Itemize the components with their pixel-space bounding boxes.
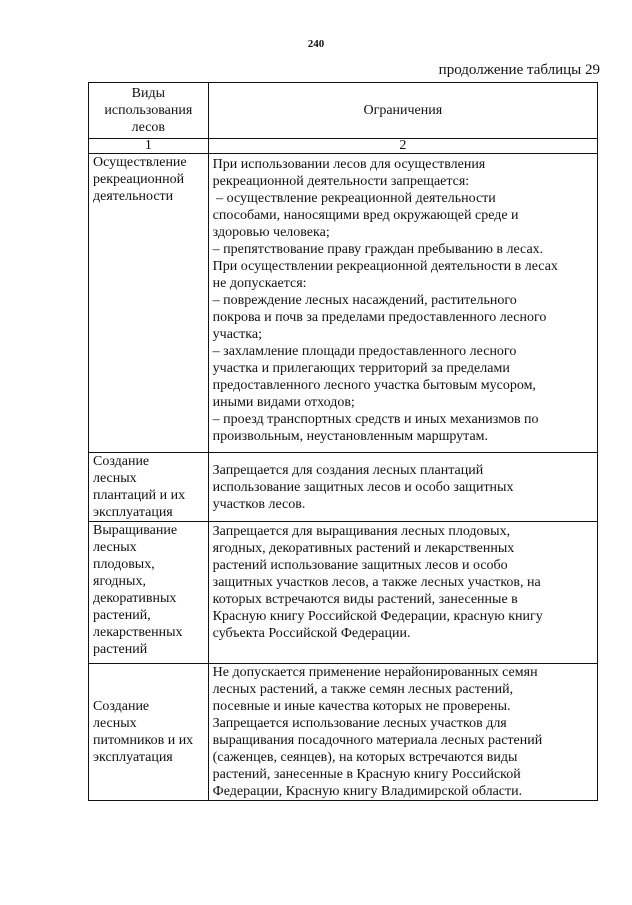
restriction-line: Запрещается для создания лесных плантаций — [212, 462, 484, 478]
restriction-line: участка; — [212, 327, 262, 342]
restriction-cell — [208, 522, 597, 664]
restriction-line: Запрещается использование лесных участков для — [212, 716, 507, 731]
restriction-line: которых встречаются виды растений, занесенные в — [212, 592, 518, 607]
forest-use-type-cell — [89, 453, 209, 522]
restriction-line: Запрещается для выращивания лесных плодовых, — [212, 524, 511, 539]
restriction-line: предоставленного лесного участка бытовым мусором, — [212, 378, 536, 393]
restriction-line: покрова и почв за пределами предоставленного лесного — [212, 310, 547, 325]
forest-use-type-line: Создание — [93, 699, 150, 714]
forest-use-type-line: Создание — [93, 454, 150, 469]
header-line: использования — [104, 103, 193, 118]
forest-use-type-line: Осуществление — [93, 155, 187, 170]
forest-use-type-line: лекарственных — [93, 625, 183, 640]
restriction-cell — [208, 453, 597, 522]
forest-use-type-line: плантаций и их — [93, 488, 186, 503]
header-forest-use-types — [89, 83, 209, 139]
column-number: 1 — [89, 139, 209, 154]
restriction-line: (саженцев, сеянцев), на которых встречаются виды — [212, 750, 518, 765]
restriction-line: Красную книгу Российской Федерации, красную книгу — [212, 609, 543, 624]
restriction-line: здоровью человека; — [212, 225, 330, 240]
restriction-line: Не допускается применение нерайонированных семян — [212, 665, 538, 680]
restriction-line: рекреационной деятельности запрещается: — [212, 174, 470, 189]
restriction-line: – повреждение лесных насаждений, растительного — [212, 293, 517, 308]
restriction-line: способами, наносящими вред окружающей среде и — [212, 208, 519, 223]
restriction-line: – захламление площади предоставленного лесного — [212, 344, 517, 359]
column-number-row — [89, 139, 598, 154]
restriction-line: выращивания посадочного материала лесных растений — [212, 733, 543, 748]
restriction-line: защитных участков лесов, а также лесных участков, на — [212, 575, 541, 590]
restriction-line: растений использование защитных лесов и особо — [212, 558, 508, 573]
forest-use-type-line: растений, — [93, 608, 151, 623]
forest-use-type-line: рекреационной — [93, 172, 185, 187]
forest-use-type-line: плодовых, — [93, 557, 155, 572]
forest-use-type-line: эксплуатация — [93, 505, 173, 520]
restrictions-table — [88, 82, 598, 801]
forest-use-type-cell — [89, 664, 209, 801]
table-row — [89, 664, 598, 801]
forest-use-type-line: декоративных — [93, 591, 177, 606]
forest-use-type-line: лесных — [93, 471, 137, 486]
restriction-cell — [208, 664, 597, 801]
header-restrictions: Ограничения — [208, 83, 597, 139]
forest-use-type-line: растений — [93, 642, 148, 657]
header-line: лесов — [131, 120, 166, 135]
table-row — [89, 154, 598, 453]
restriction-line: растений, занесенные в Красную книгу Российской — [212, 767, 521, 782]
forest-use-type-cell — [89, 522, 209, 664]
forest-use-type-line: Выращивание — [93, 523, 178, 538]
restriction-line: ягодных, декоративных растений и лекарственных — [212, 541, 515, 556]
forest-use-type-line: лесных — [93, 540, 137, 555]
table-continuation-label: продолжение таблицы 29 — [438, 62, 600, 78]
forest-use-type-cell — [89, 154, 209, 453]
forest-use-type-line: питомников и их — [93, 733, 194, 748]
page-number: 240 — [307, 38, 325, 50]
table-row — [89, 453, 598, 522]
restriction-line: участка и прилегающих территорий за пределами — [212, 361, 510, 376]
restriction-line: произвольным, неустановленным маршрутам. — [212, 429, 489, 444]
restriction-line: – проезд транспортных средств и иных механизмов по — [212, 412, 539, 427]
restriction-line: лесных растений, а также семян лесных растений, — [212, 682, 514, 697]
header-line: Виды — [131, 86, 166, 101]
restriction-line: не допускается: — [212, 276, 307, 291]
restriction-line: иными видами отходов; — [212, 395, 355, 410]
restriction-line: При осуществлении рекреационной деятельности в лесах — [212, 259, 558, 274]
restriction-line: При использовании лесов для осуществления — [212, 157, 486, 172]
restriction-line: субъекта Российской Федерации. — [212, 626, 411, 641]
restriction-line: – препятствование праву граждан пребыванию в лесах. — [212, 242, 544, 257]
forest-use-type-line: эксплуатация — [93, 750, 173, 765]
restriction-cell — [208, 154, 597, 453]
column-number: 2 — [208, 139, 597, 154]
restriction-line: – осуществление рекреационной деятельности — [212, 191, 496, 206]
forest-use-type-line: ягодных, — [93, 574, 146, 589]
restriction-line: Федерации, Красную книгу Владимирской области. — [212, 784, 523, 799]
restriction-line: участков лесов. — [212, 496, 306, 512]
restriction-line: посевные и иные качества которых не проверены. — [212, 699, 511, 714]
table-row — [89, 522, 598, 664]
restriction-line: использование защитных лесов и особо защитных — [212, 479, 514, 495]
forest-use-type-line: лесных — [93, 716, 137, 731]
forest-use-type-line: деятельности — [93, 189, 174, 204]
table-header-row — [89, 83, 598, 139]
